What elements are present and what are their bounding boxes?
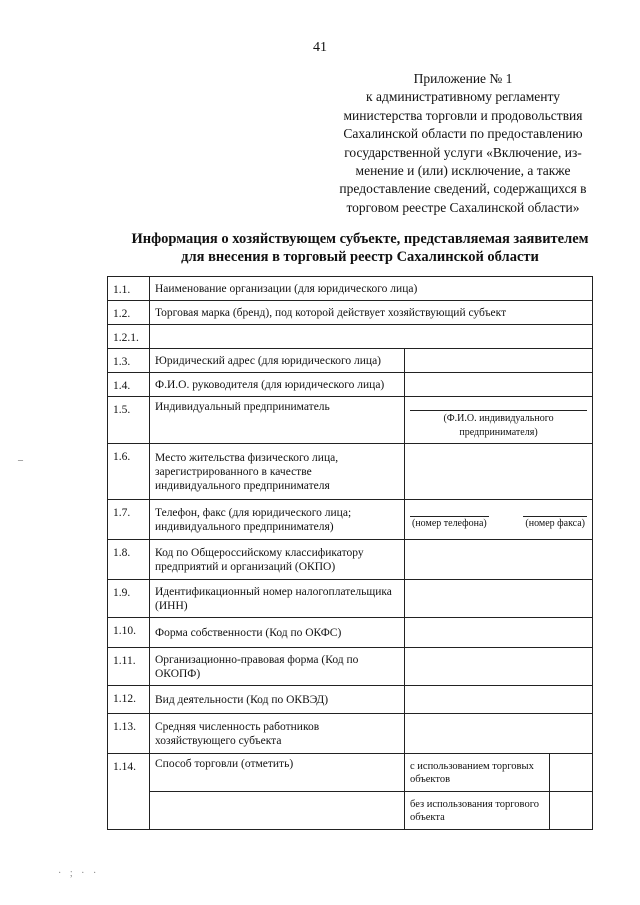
- title-line-1: Информация о хозяйствующем субъекте, представляемая заявителем: [131, 231, 589, 247]
- row-1-2-1: [108, 325, 593, 349]
- row-number: 1.6.: [108, 444, 150, 500]
- row-1-9: [108, 580, 593, 618]
- scan-specks: · ; · ·: [58, 868, 100, 879]
- appendix-line: Приложение № 1: [413, 71, 513, 86]
- row-number: 1.12.: [108, 686, 150, 714]
- value-cell[interactable]: [405, 444, 593, 500]
- trade-option-without-objects: без использования торгового объекта: [405, 792, 550, 830]
- phone-hint: (номер телефона): [412, 518, 487, 529]
- row-label: Место жительства физического лица, зарегистрированного в качестве индивидуального предпринимателя: [150, 444, 405, 500]
- fax-hint: (номер факса): [525, 518, 586, 529]
- value-cell[interactable]: [405, 618, 593, 648]
- row-number: 1.13.: [108, 714, 150, 754]
- row-number: 1.4.: [108, 373, 150, 397]
- empty-cell: [150, 792, 405, 830]
- row-number: 1.10.: [108, 618, 150, 648]
- row-number: 1.11.: [108, 648, 150, 686]
- row-label: Ф.И.О. руководителя (для юридического лица): [150, 373, 405, 397]
- row-label: Индивидуальный предприниматель: [150, 397, 405, 444]
- appendix-line: менение и (или) исключение, а также: [355, 163, 571, 179]
- row-1-8: [108, 540, 593, 580]
- appendix-line: государственной услуги «Включение, из-: [344, 144, 582, 160]
- info-form-table: [107, 276, 593, 830]
- row-1-13: [108, 714, 593, 754]
- row-label: Торговая марка (бренд), под которой действует хозяйствующий субъект: [150, 301, 593, 325]
- value-cell[interactable]: [150, 325, 593, 349]
- row-1-14: [108, 754, 593, 792]
- row-label: Способ торговли (отметить): [150, 754, 405, 792]
- row-1-4: [108, 373, 593, 397]
- row-1-7: [108, 500, 593, 540]
- trade-option-with-objects: с использованием торговых объектов: [405, 754, 550, 792]
- trade-option-checkbox-1[interactable]: [550, 754, 593, 792]
- value-cell[interactable]: [405, 686, 593, 714]
- row-number: 1.5.: [108, 397, 150, 444]
- row-number: 1.2.: [108, 301, 150, 325]
- row-1-6: [108, 444, 593, 500]
- row-label: Средняя численность работников хозяйствующего субъекта: [150, 714, 405, 754]
- value-cell[interactable]: [405, 373, 593, 397]
- row-label: Вид деятельности (Код по ОКВЭД): [150, 686, 405, 714]
- row-label: Телефон, факс (для юридического лица; индивидуального предпринимателя): [150, 500, 405, 540]
- title-line-2: для внесения в торговый реестр Сахалинской области: [181, 249, 539, 265]
- appendix-line: предоставление сведений, содержащихся в: [339, 181, 587, 197]
- row-label: Форма собственности (Код по ОКФС): [150, 618, 405, 648]
- row-1-3: [108, 349, 593, 373]
- row-number: 1.2.1.: [108, 325, 150, 349]
- value-cell[interactable]: [405, 500, 593, 540]
- row-1-10: [108, 618, 593, 648]
- row-1-2: [108, 301, 593, 325]
- value-cell[interactable]: [405, 540, 593, 580]
- fio-hint: (Ф.И.О. индивидуального предпринимателя): [410, 410, 587, 440]
- document-title: [100, 230, 620, 266]
- row-number: 1.7.: [108, 500, 150, 540]
- value-cell[interactable]: [405, 714, 593, 754]
- row-1-1: [108, 277, 593, 301]
- row-label: Юридический адрес (для юридического лица): [150, 349, 405, 373]
- appendix-line: Сахалинской области по предоставлению: [343, 126, 583, 142]
- row-label: Наименование организации (для юридического лица): [150, 277, 593, 301]
- trade-option-checkbox-2[interactable]: [550, 792, 593, 830]
- appendix-header: [318, 70, 608, 217]
- scan-mark: –: [18, 455, 23, 466]
- row-number: 1.9.: [108, 580, 150, 618]
- row-1-12: [108, 686, 593, 714]
- row-label: Код по Общероссийскому классификатору предприятий и организаций (ОКПО): [150, 540, 405, 580]
- page-number: 41: [313, 40, 327, 55]
- row-label: Организационно-правовая форма (Код по ОКОПФ): [150, 648, 405, 686]
- row-1-11: [108, 648, 593, 686]
- value-cell[interactable]: [405, 648, 593, 686]
- row-1-14-b: [108, 792, 593, 830]
- appendix-line: к административному регламенту: [366, 89, 560, 105]
- row-label: Идентификационный номер налогоплательщика (ИНН): [150, 580, 405, 618]
- appendix-line: торговом реестре Сахалинской области»: [346, 199, 580, 215]
- appendix-line: министерства торговли и продовольствия: [343, 107, 583, 123]
- value-cell[interactable]: [405, 349, 593, 373]
- value-cell[interactable]: [405, 580, 593, 618]
- row-number: 1.1.: [108, 277, 150, 301]
- row-number: 1.14.: [108, 754, 150, 830]
- value-cell[interactable]: [405, 397, 593, 444]
- row-1-5: [108, 397, 593, 444]
- row-number: 1.8.: [108, 540, 150, 580]
- row-number: 1.3.: [108, 349, 150, 373]
